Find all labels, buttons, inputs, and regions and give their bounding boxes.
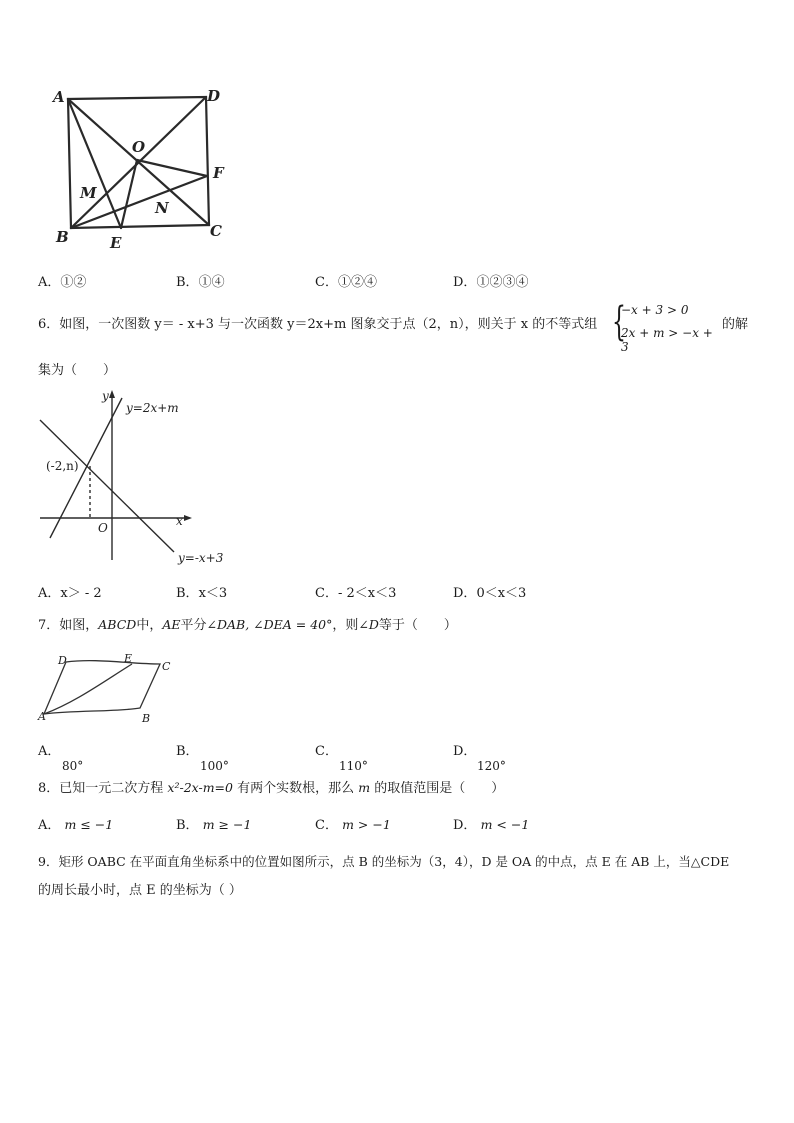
q7-stem: 7．如图，ABCD中，AE平分∠DAB, ∠DEA = 40°，则∠D等于（ ） xyxy=(38,617,457,633)
q5-label-b: B xyxy=(56,228,69,246)
q6-point-label: (-2,n) xyxy=(46,459,79,473)
q7-option-b: B． 100° xyxy=(176,744,229,773)
q6-brace-icon: { xyxy=(612,299,626,345)
q5-label-a: A xyxy=(53,88,65,106)
q6-stem-line1: 6．如图，一次图数 y＝ - x+3 与一次函数 y＝2x+m 图象交于点（2，n），则关于 x 的不等式组 xyxy=(38,317,598,332)
q5-option-a: A．①② xyxy=(38,275,87,290)
q7-label-b: B xyxy=(142,712,151,725)
q5-label-f: F xyxy=(213,164,224,182)
q6-option-b: B．x＜3 xyxy=(176,586,228,601)
q5-label-d: D xyxy=(207,87,221,105)
q7-label-d: D xyxy=(58,654,67,667)
q5-label-m: M xyxy=(80,184,97,202)
q8-option-b: B． m ≥ −1 xyxy=(176,817,252,833)
q6-option-c: C．- 2＜x＜3 xyxy=(315,586,397,601)
q6-option-d: D．0＜x＜3 xyxy=(453,586,527,601)
q6-option-a: A．x＞ - 2 xyxy=(38,586,102,601)
q8-stem: 8．已知一元二次方程 x²-2x-m=0 有两个实数根，那么 m 的取值范围是（ ） xyxy=(38,780,505,796)
q7-label-e: E xyxy=(124,652,133,665)
q6-stem-tail: 的解 xyxy=(722,317,749,332)
q5-option-c: C．①②④ xyxy=(315,275,377,290)
q7-label-c: C xyxy=(162,660,171,673)
q5-label-e: E xyxy=(110,234,122,252)
q7-figure xyxy=(36,650,186,730)
q6-system-row1: −x + 3 > 0 xyxy=(621,303,689,317)
q7-segment-ae xyxy=(44,664,132,714)
q8-option-d: D． m < −1 xyxy=(453,817,530,833)
q6-line1-label: y=2x+m xyxy=(126,401,179,415)
q5-option-d: D．①②③④ xyxy=(453,275,529,290)
q6-origin-label: O xyxy=(98,521,108,535)
q8-option-c: C． m > −1 xyxy=(315,817,391,833)
q9-stem-line1: 9．矩形 OABC 在平面直角坐标系中的位置如图所示，点 B 的坐标为（3，4），D 是 OA 的中点，点 E 在 AB 上，当△CDE xyxy=(38,854,730,869)
q6-stem-line2: 集为（ ） xyxy=(38,363,117,378)
q5-label-o: O xyxy=(132,138,146,156)
q6-line2-label: y=-x+3 xyxy=(178,551,224,565)
q5-figure xyxy=(48,86,238,254)
q7-option-a: A． 80° xyxy=(38,744,84,773)
q5-label-n: N xyxy=(155,199,169,217)
q6-system-row2: 2x + m > −x + 3 xyxy=(621,326,713,354)
q7-option-c: C． 110° xyxy=(315,744,368,773)
q6-graph xyxy=(34,388,234,568)
q9-stem-line2: 的周长最小时，点 E 的坐标为（ ） xyxy=(38,883,242,898)
q6-inequality-system xyxy=(612,299,722,354)
q6-x-label: x xyxy=(176,514,183,528)
q5-label-c: C xyxy=(210,222,222,240)
q5-option-b: B．①④ xyxy=(176,275,225,290)
q7-label-a: A xyxy=(38,710,46,723)
q6-y-label: y xyxy=(102,389,109,403)
q8-option-a: A． m ≤ −1 xyxy=(38,817,114,833)
q7-option-d: D． 120° xyxy=(453,744,506,773)
